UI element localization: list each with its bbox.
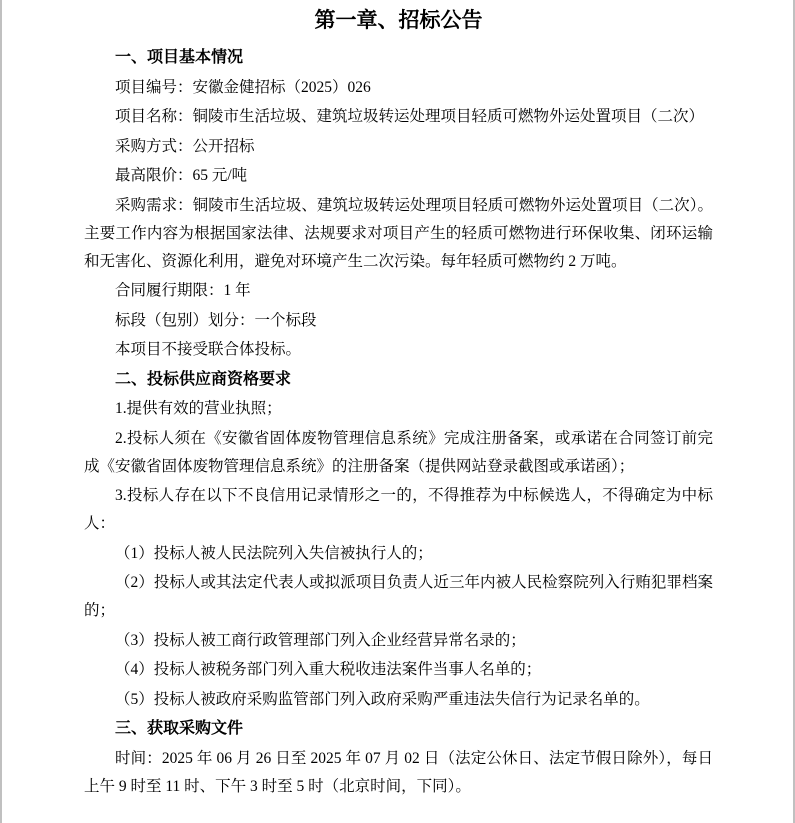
para-lot-division: 标段（包别）划分：一个标段 <box>115 311 317 329</box>
para-bad-credit-item-1: （1）投标人被人民法院列入失信被执行人的； <box>115 544 433 562</box>
para-document-obtain-time: 时间：2025 年 06 月 26 日至 2025 年 07 月 02 日（法定公休日、法定节假日除外），每日上午 9 时至 11 时、下午 3 时至 5 时（北京时间，下同）。 <box>84 749 713 795</box>
para-registration-requirement: 2.投标人须在《安徽省固体废物管理信息系统》完成注册备案，或承诺在合同签订前完成《安徽省固体废物管理信息系统》的注册备案（提供网站登录截图或承诺函）； <box>84 429 713 475</box>
document-title: 第一章、招标公告 <box>314 9 483 32</box>
para-project-number: 项目编号：安徽金健招标（2025）026 <box>115 78 371 96</box>
para-bad-credit-intro: 3.投标人存在以下不良信用记录情形之一的，不得推荐为中标候选人，不得确定为中标人： <box>84 487 713 532</box>
para-contract-period: 合同履行期限：1 年 <box>115 282 251 299</box>
para-bad-credit-item-2: （2）投标人或其法定代表人或拟派项目负责人近三年内被人民检察院列入行贿犯罪档案的； <box>84 574 713 619</box>
para-procurement-method: 采购方式：公开招标 <box>115 137 255 155</box>
section-heading-project-basic-info: 一、项目基本情况 <box>115 49 244 66</box>
para-max-price-limit: 最高限价：65 元/吨 <box>115 167 248 184</box>
para-project-name: 项目名称：铜陵市生活垃圾、建筑垃圾转运处理项目轻质可燃物外运处置项目（二次） <box>115 108 705 125</box>
section-heading-supplier-qualifications: 二、投标供应商资格要求 <box>115 370 292 388</box>
para-procurement-requirements: 采购需求：铜陵市生活垃圾、建筑垃圾转运处理项目轻质可燃物外运处置项目（二次）。主要工作内容为根据国家法律、法规要求对项目产生的轻质可燃物进行环保收集、闭环运输和无害化、资源化利用，避免对环境产生二次污染。每年轻质可燃物约 2 万吨。 <box>84 196 713 270</box>
para-bad-credit-item-3: （3）投标人被工商行政管理部门列入企业经营异常名录的； <box>115 631 526 649</box>
para-bad-credit-item-4: （4）投标人被税务部门列入重大税收违法案件当事人名单的； <box>115 661 542 678</box>
section-heading-obtain-documents: 三、获取采购文件 <box>115 720 244 737</box>
para-business-license: 1.提供有效的营业执照； <box>115 400 282 417</box>
para-bad-credit-item-5: （5）投标人被政府采购监管部门列入政府采购严重违法失信行为记录名单的。 <box>115 690 650 708</box>
para-no-consortium-bids: 本项目不接受联合体投标。 <box>115 341 302 358</box>
